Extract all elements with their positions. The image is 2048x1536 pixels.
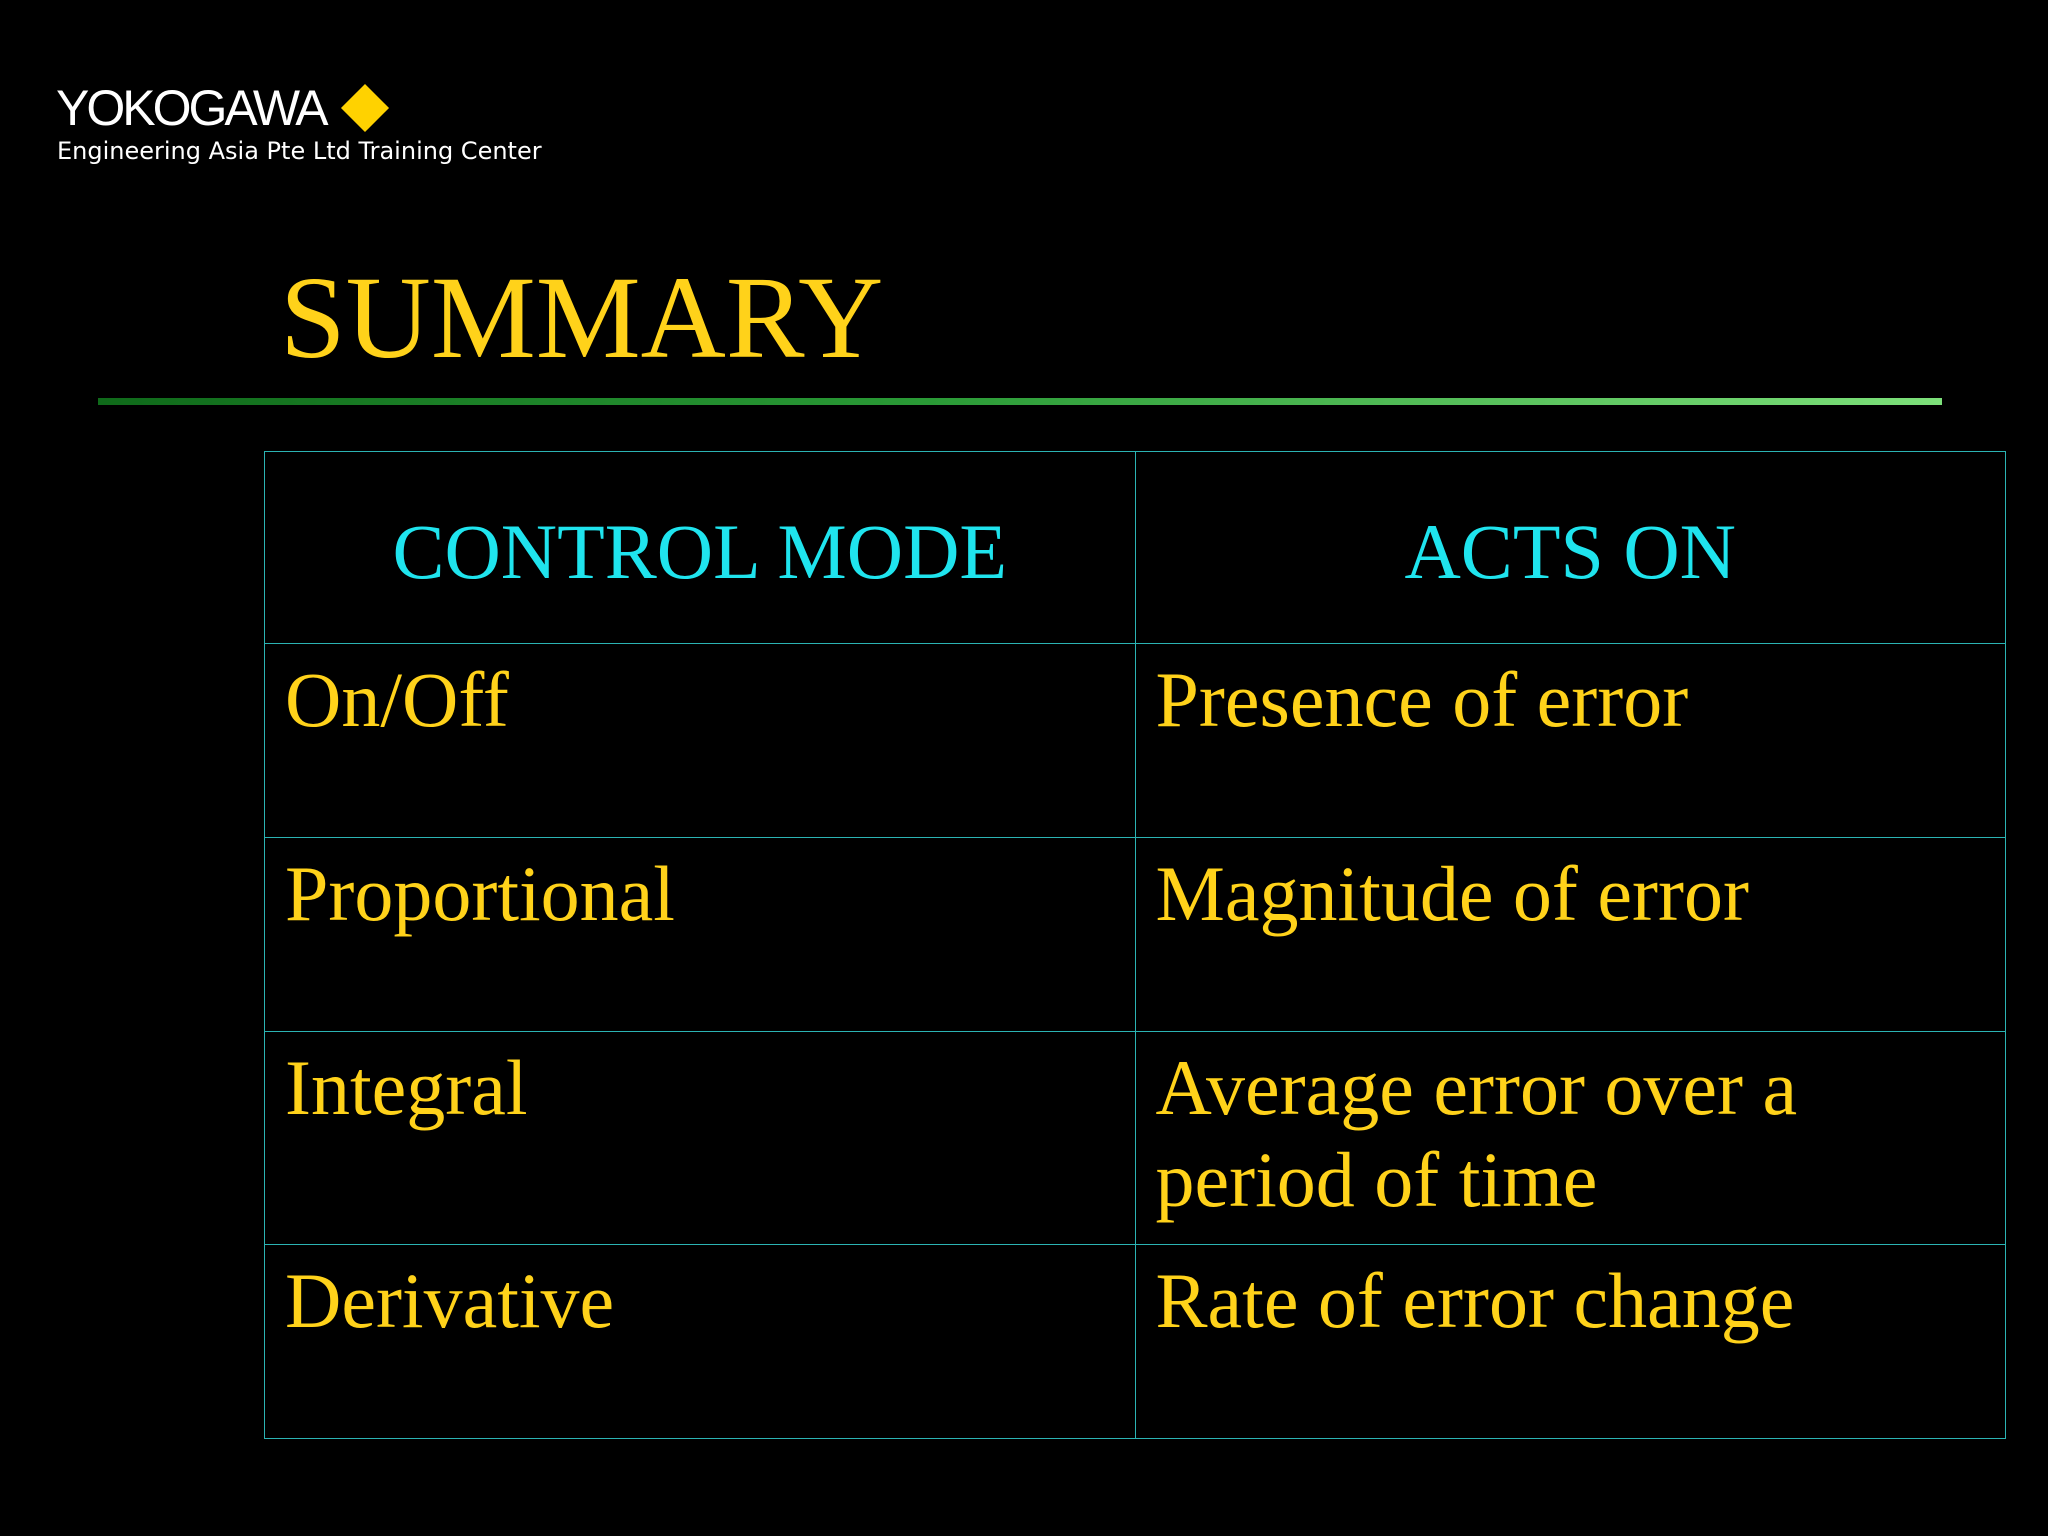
company-tagline: Engineering Asia Pte Ltd Training Center xyxy=(57,137,542,165)
diamond-logo-icon xyxy=(341,84,389,132)
control-mode-cell: On/Off xyxy=(265,644,1136,838)
column-header-control-mode: CONTROL MODE xyxy=(265,452,1136,644)
yokogawa-logo xyxy=(56,80,382,136)
table-row xyxy=(265,1245,2006,1439)
column-header-acts-on: ACTS ON xyxy=(1135,452,2006,644)
acts-on-cell: Presence of error xyxy=(1135,644,2006,838)
control-mode-cell: Derivative xyxy=(265,1245,1136,1439)
summary-table xyxy=(264,451,2006,1439)
table-row xyxy=(265,644,2006,838)
brand-name: YOKOGAWA xyxy=(56,80,326,136)
acts-on-cell: Rate of error change xyxy=(1135,1245,2006,1439)
control-mode-cell: Proportional xyxy=(265,838,1136,1032)
title-divider xyxy=(98,398,1942,405)
table-row xyxy=(265,838,2006,1032)
acts-on-cell: Magnitude of error xyxy=(1135,838,2006,1032)
control-mode-cell: Integral xyxy=(265,1032,1136,1245)
table-row xyxy=(265,1032,2006,1245)
acts-on-cell: Average error over a period of time xyxy=(1135,1032,2006,1245)
slide-title: SUMMARY xyxy=(280,252,884,383)
table-header-row xyxy=(265,452,2006,644)
